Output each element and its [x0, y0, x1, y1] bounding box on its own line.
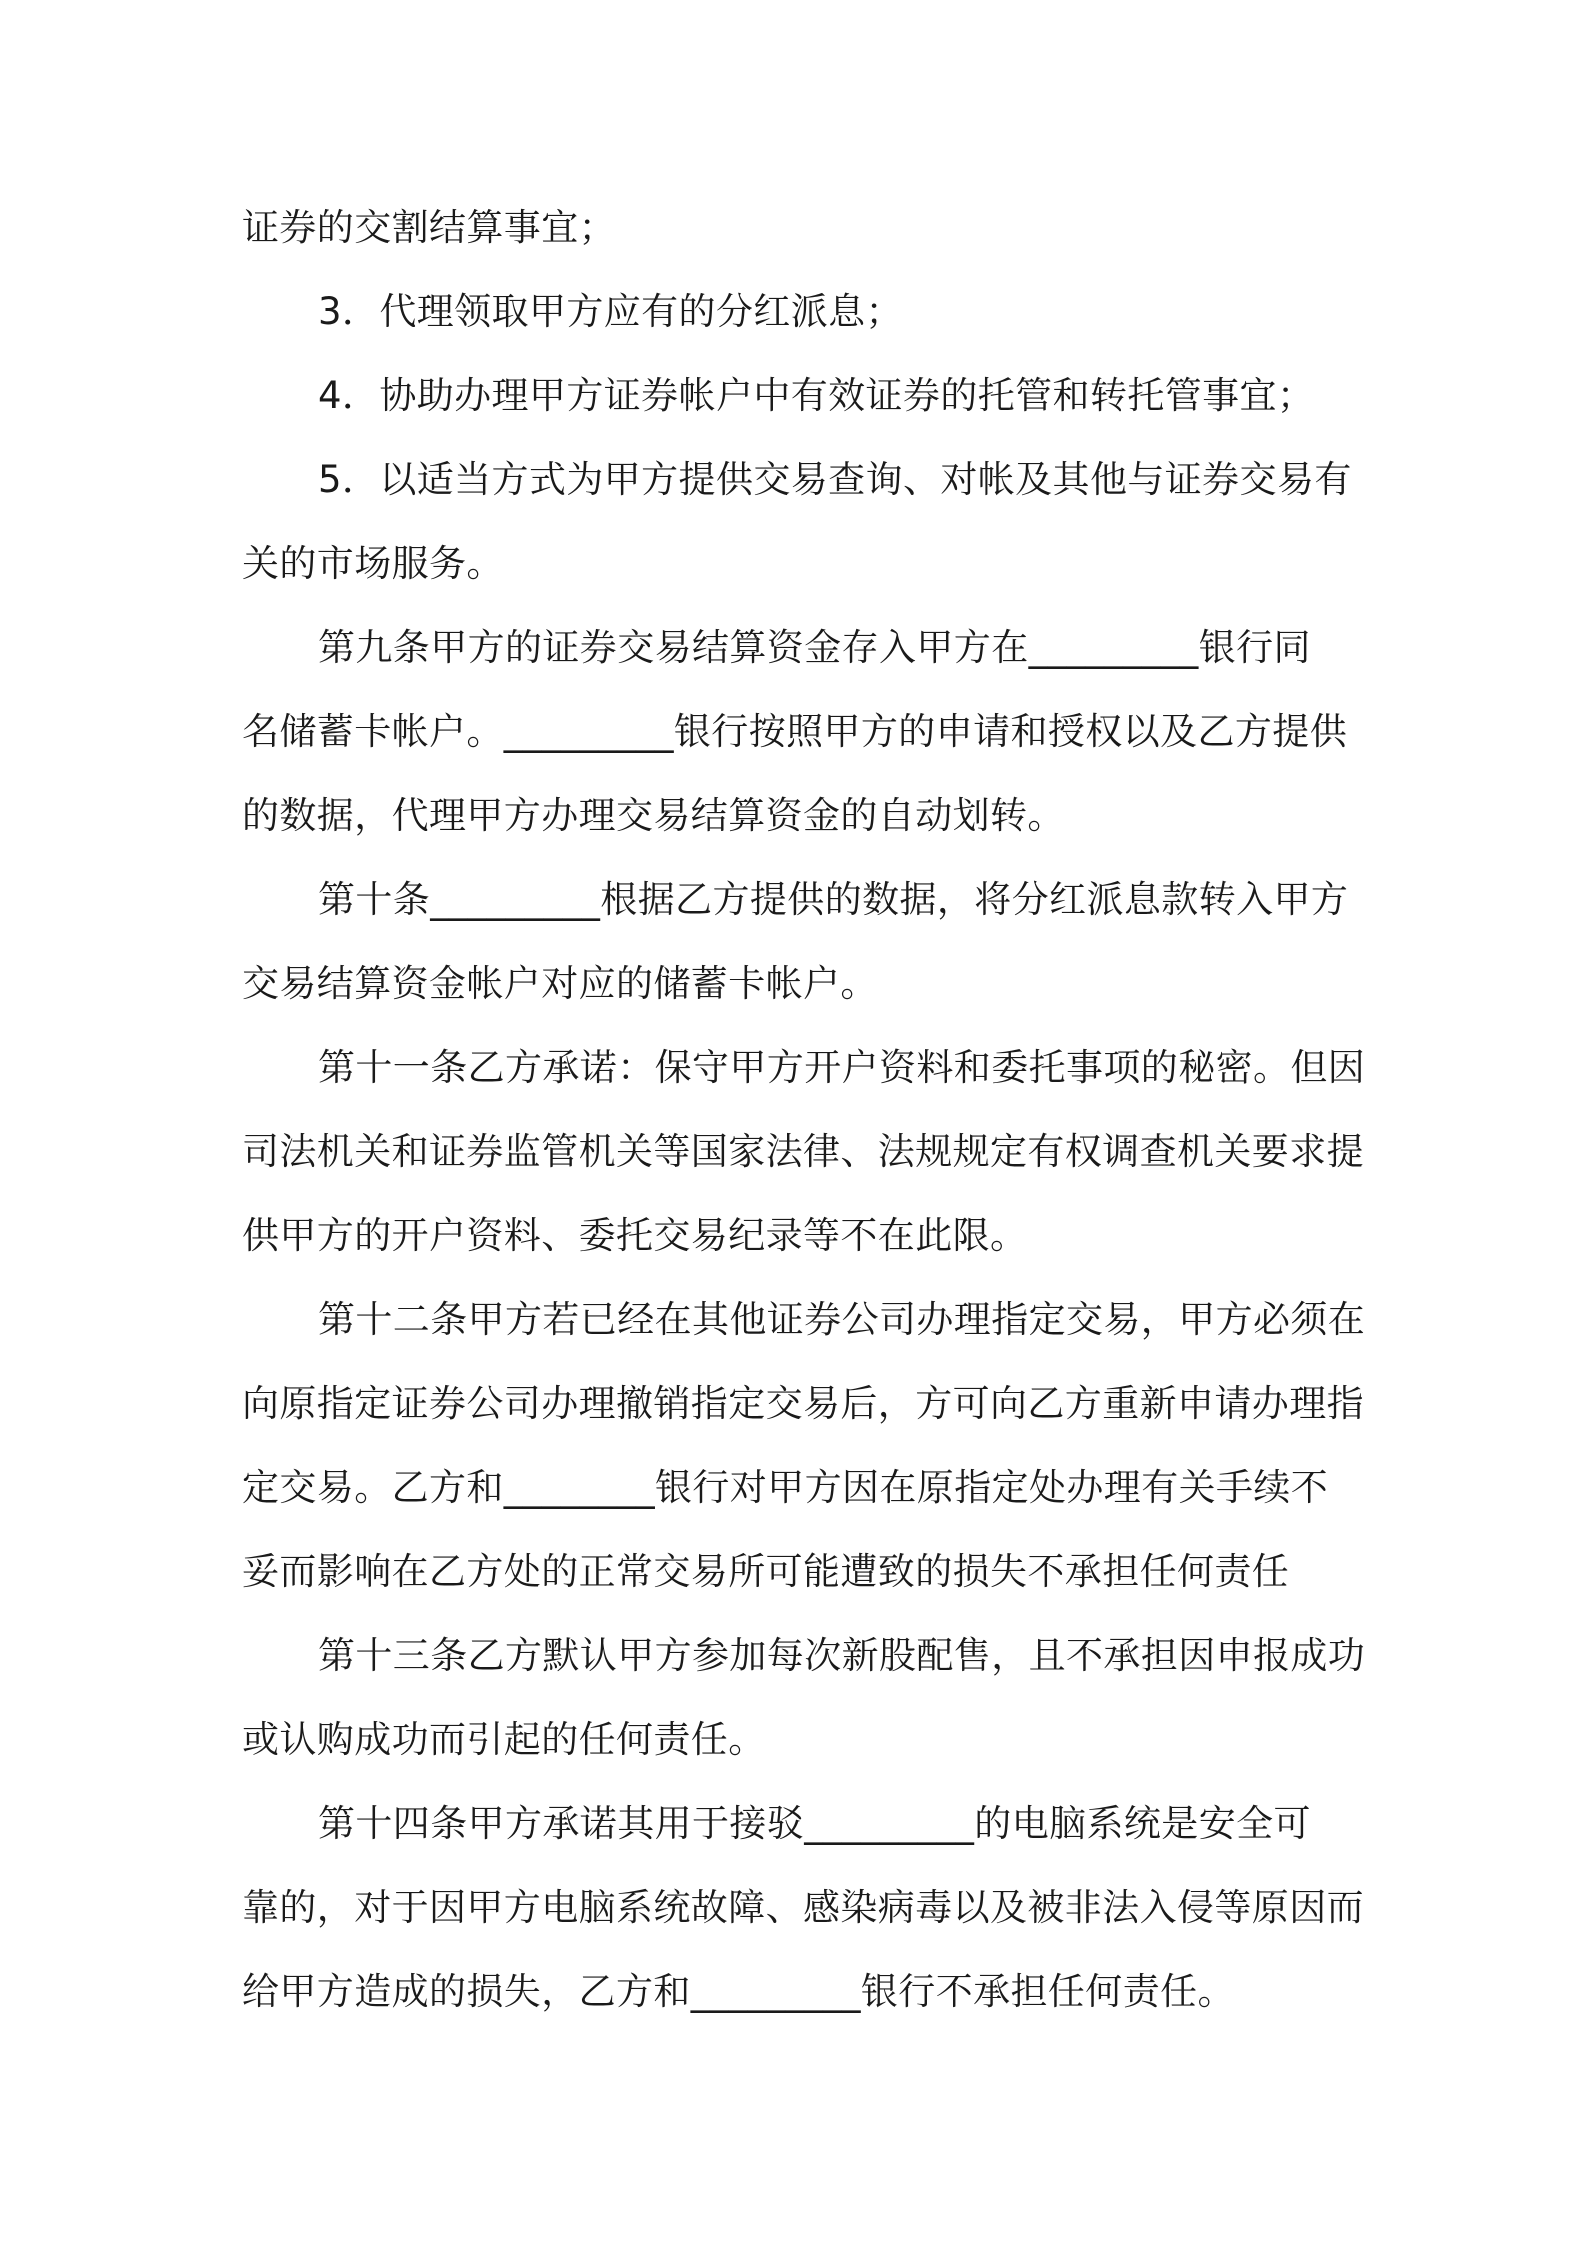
text-line: 向原指定证券公司办理撤销指定交易后，方可向乙方重新申请办理指: [242, 1382, 1364, 1425]
text-line: 3．代理领取甲方应有的分红派息；: [318, 290, 903, 333]
text-line: 第十一条乙方承诺：保守甲方开户资料和委托事项的秘密。但因: [318, 1046, 1366, 1089]
text-line: 给甲方造成的损失，乙方和_________银行不承担任何责任。: [242, 1970, 1235, 2013]
text-line: 第十四条甲方承诺其用于接驳_________的电脑系统是安全可: [318, 1802, 1311, 1845]
text-line: 司法机关和证券监管机关等国家法律、法规规定有权调查机关要求提: [242, 1130, 1364, 1173]
text-line: 证券的交割结算事宜；: [242, 206, 616, 249]
text-line: 妥而影响在乙方处的正常交易所可能遭致的损失不承担任何责任: [242, 1550, 1290, 1593]
text-line: 4．协助办理甲方证券帐户中有效证券的托管和转托管事宜；: [318, 374, 1315, 417]
text-line: 或认购成功而引起的任何责任。: [242, 1718, 766, 1761]
text-line: 靠的，对于因甲方电脑系统故障、感染病毒以及被非法入侵等原因而: [242, 1886, 1364, 1929]
text-line: 的数据，代理甲方办理交易结算资金的自动划转。: [242, 794, 1065, 837]
text-line: 定交易。乙方和________银行对甲方因在原指定处办理有关手续不: [242, 1466, 1329, 1509]
text-line: 第十三条乙方默认甲方参加每次新股配售，且不承担因申报成功: [318, 1634, 1366, 1677]
text-line: 名储蓄卡帐户。_________银行按照甲方的申请和授权以及乙方提供: [242, 710, 1348, 753]
text-line: 第九条甲方的证券交易结算资金存入甲方在_________银行同: [318, 626, 1311, 669]
text-line: 第十条_________根据乙方提供的数据，将分红派息款转入甲方: [318, 878, 1349, 921]
text-line: 供甲方的开户资料、委托交易纪录等不在此限。: [242, 1214, 1028, 1257]
text-line: 关的市场服务。: [242, 542, 504, 585]
text-line: 第十二条甲方若已经在其他证券公司办理指定交易，甲方必须在: [318, 1298, 1366, 1341]
text-line: 5．以适当方式为甲方提供交易查询、对帐及其他与证券交易有: [318, 458, 1352, 501]
text-line: 交易结算资金帐户对应的储蓄卡帐户。: [242, 962, 878, 1005]
